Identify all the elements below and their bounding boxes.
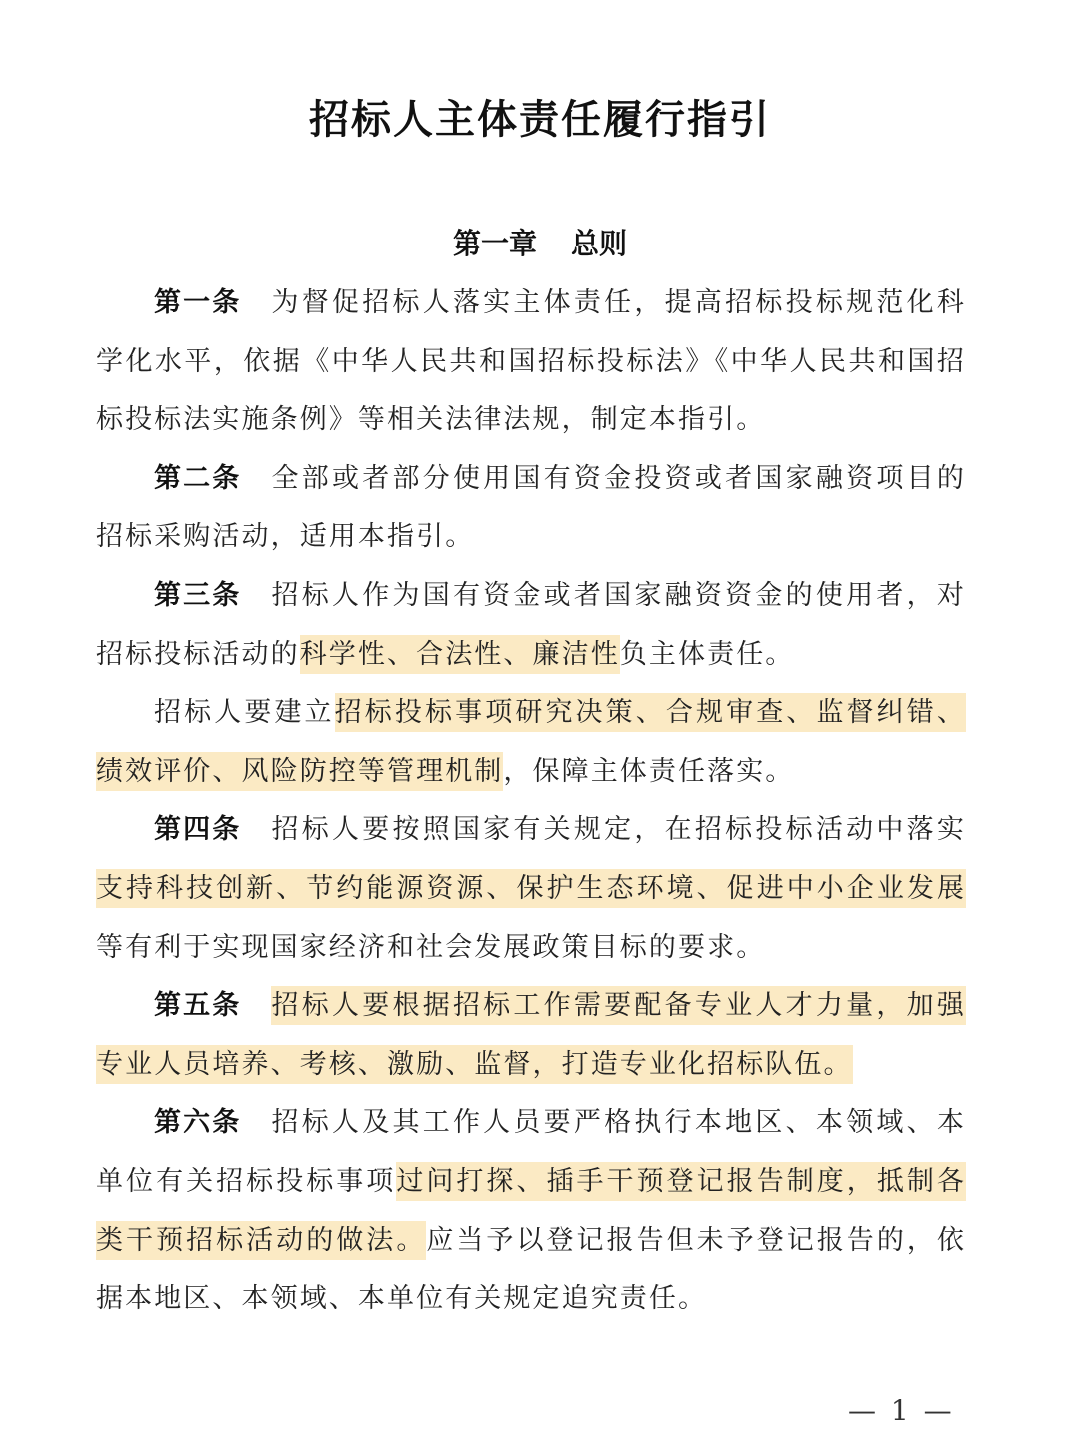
article-text: 招标人作为国有资金或者国家融资资金的使用者，对招标投标活动的 xyxy=(96,579,966,670)
article-text: 招标人要建立 xyxy=(154,697,335,729)
article-paragraph xyxy=(96,567,966,684)
article-paragraph xyxy=(96,977,966,1094)
article-label: 第四条 xyxy=(154,814,242,846)
article-text: 负主体责任。 xyxy=(619,638,795,670)
highlighted-text: 科学性、合法性、廉洁性 xyxy=(300,635,620,674)
article-label: 第二条 xyxy=(154,462,242,494)
highlighted-text: 招标人要根据招标工作需要配备专业人才力量，加强专业人员培养、考核、激励、监督，打造专业化招标队伍。 xyxy=(96,986,966,1084)
article-label: 第六条 xyxy=(154,1107,242,1139)
article-text: 全部或者部分使用国有资金投资或者国家融资项目的招标采购活动，适用本指引。 xyxy=(96,462,966,553)
article-paragraph xyxy=(96,450,966,567)
chapter-heading xyxy=(0,222,1080,262)
highlighted-text: 支持科技创新、节约能源资源、保护生态环境、促进中小企业发展 xyxy=(96,869,966,908)
highlighted-text: 过问打探、插手干预登记报告制度，抵制各类干预招标活动的做法。 xyxy=(96,1162,966,1260)
article-label: 第五条 xyxy=(154,990,242,1022)
chapter-number: 第一章 xyxy=(452,227,537,260)
document-body xyxy=(96,274,966,1329)
article-text: 招标人要按照国家有关规定，在招标投标活动中落实 xyxy=(271,814,966,846)
article-label: 第三条 xyxy=(154,579,242,611)
chapter-name: 总则 xyxy=(571,227,628,260)
article-text: 应当予以登记报告但未予登记报告的，依据本地区、本领域、本单位有关规定追究责任。 xyxy=(96,1224,966,1315)
article-label: 第一条 xyxy=(154,287,242,318)
highlighted-text: 招标投标事项研究决策、合规审查、监督纠错、绩效评价、风险防控等管理机制 xyxy=(96,693,966,791)
page-number: — 1 — xyxy=(848,1394,955,1427)
document-title: 招标人主体责任履行指引 xyxy=(309,97,771,143)
article-text: ，保障主体责任落实。 xyxy=(503,755,795,787)
article-paragraph xyxy=(96,801,966,977)
article-text: 招标人及其工作人员要严格执行本地区、本领域、本单位有关招标投标事项 xyxy=(96,1107,966,1197)
article-text: 等有利于实现国家经济和社会发展政策目标的要求。 xyxy=(96,931,766,963)
article-paragraph xyxy=(96,274,966,450)
article-paragraph xyxy=(96,1094,966,1328)
article-paragraph xyxy=(96,684,966,801)
article-text: 为督促招标人落实主体责任，提高招标投标规范化科学化水平，依据《中华人民共和国招标投标法》《中华人民共和国招标投标法实施条例》等相关法律法规，制定本指引。 xyxy=(96,287,966,436)
